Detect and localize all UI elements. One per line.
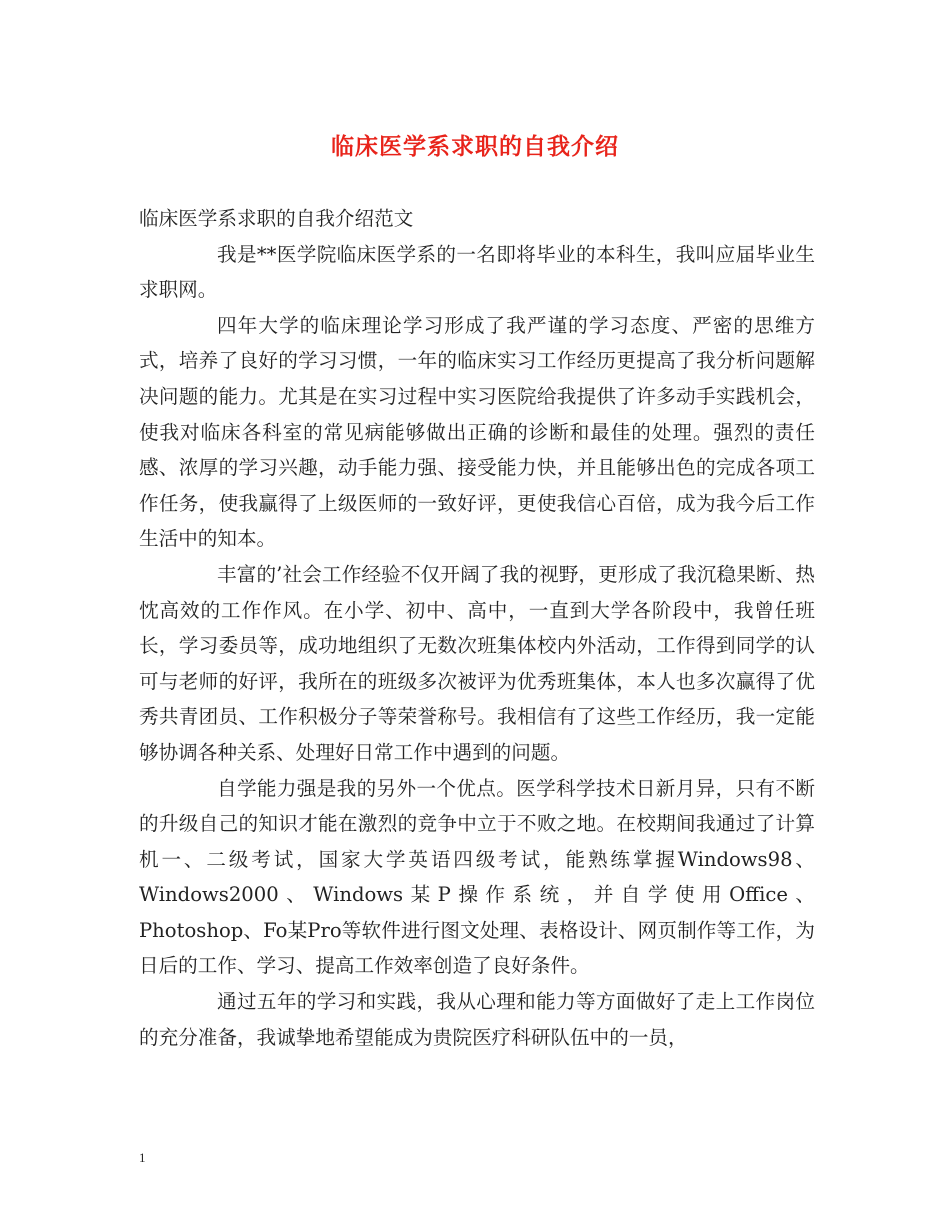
paragraph-closing: 通过五年的学习和实践，我从心理和能力等方面做好了走上工作岗位的充分准备，我诚挚地希望能成为贵院医疗科研队伍中的一员，	[139, 990, 815, 1049]
paragraph-experience: 丰富的’社会工作经验不仅开阔了我的视野，更形成了我沉稳果断、热忱高效的工作作风。在小学、初中、高中，一直到大学各阶段中，我曾任班长，学习委员等，成功地组织了无数次班集体校内外活动，工作得到同学的认可与老师的好评，我所在的班级多次被评为优秀班集体，本人也多次赢得了优秀共青团员、工作积极分子等荣誉称号。我相信有了这些工作经历，我一定能够协调各种关系、处理好日常工作中遇到的问题。	[139, 562, 815, 764]
document-body	[139, 201, 815, 1055]
page-number: 1	[139, 1150, 146, 1165]
paragraph-self-learning: 自学能力强是我的另外一个优点。医学科学技术日新月异，只有不断的升级自己的知识才能在激烈的竞争中立于不败之地。在校期间我通过了计算机一、二级考试，国家大学英语四级考试，能熟练掌握Windows98、Windows2000、Windows某P操作系统，并自学使用Office、Photoshop、Fo某Pro等软件进行图文处理、表格设计、网页制作等工作，为日后的工作、学习、提高工作效率创造了良好条件。	[139, 776, 815, 978]
paragraph-study: 四年大学的临床理论学习形成了我严谨的学习态度、严密的思维方式，培养了良好的学习习惯，一年的临床实习工作经历更提高了我分析问题解决问题的能力。尤其是在实习过程中实习医院给我提供了许多动手实践机会，使我对临床各科室的常见病能够做出正确的诊断和最佳的处理。强烈的责任感、浓厚的学习兴趣，动手能力强、接受能力快，并且能够出色的完成各项工作任务，使我赢得了上级医师的一致好评，更使我信心百倍，成为我今后工作生活中的知本。	[139, 313, 815, 551]
document-title: 临床医学系求职的自我介绍	[331, 133, 619, 160]
paragraph-intro: 我是**医学院临床医学系的一名即将毕业的本科生，我叫应届毕业生求职网。	[139, 242, 815, 302]
document-subtitle: 临床医学系求职的自我介绍范文	[139, 207, 414, 230]
